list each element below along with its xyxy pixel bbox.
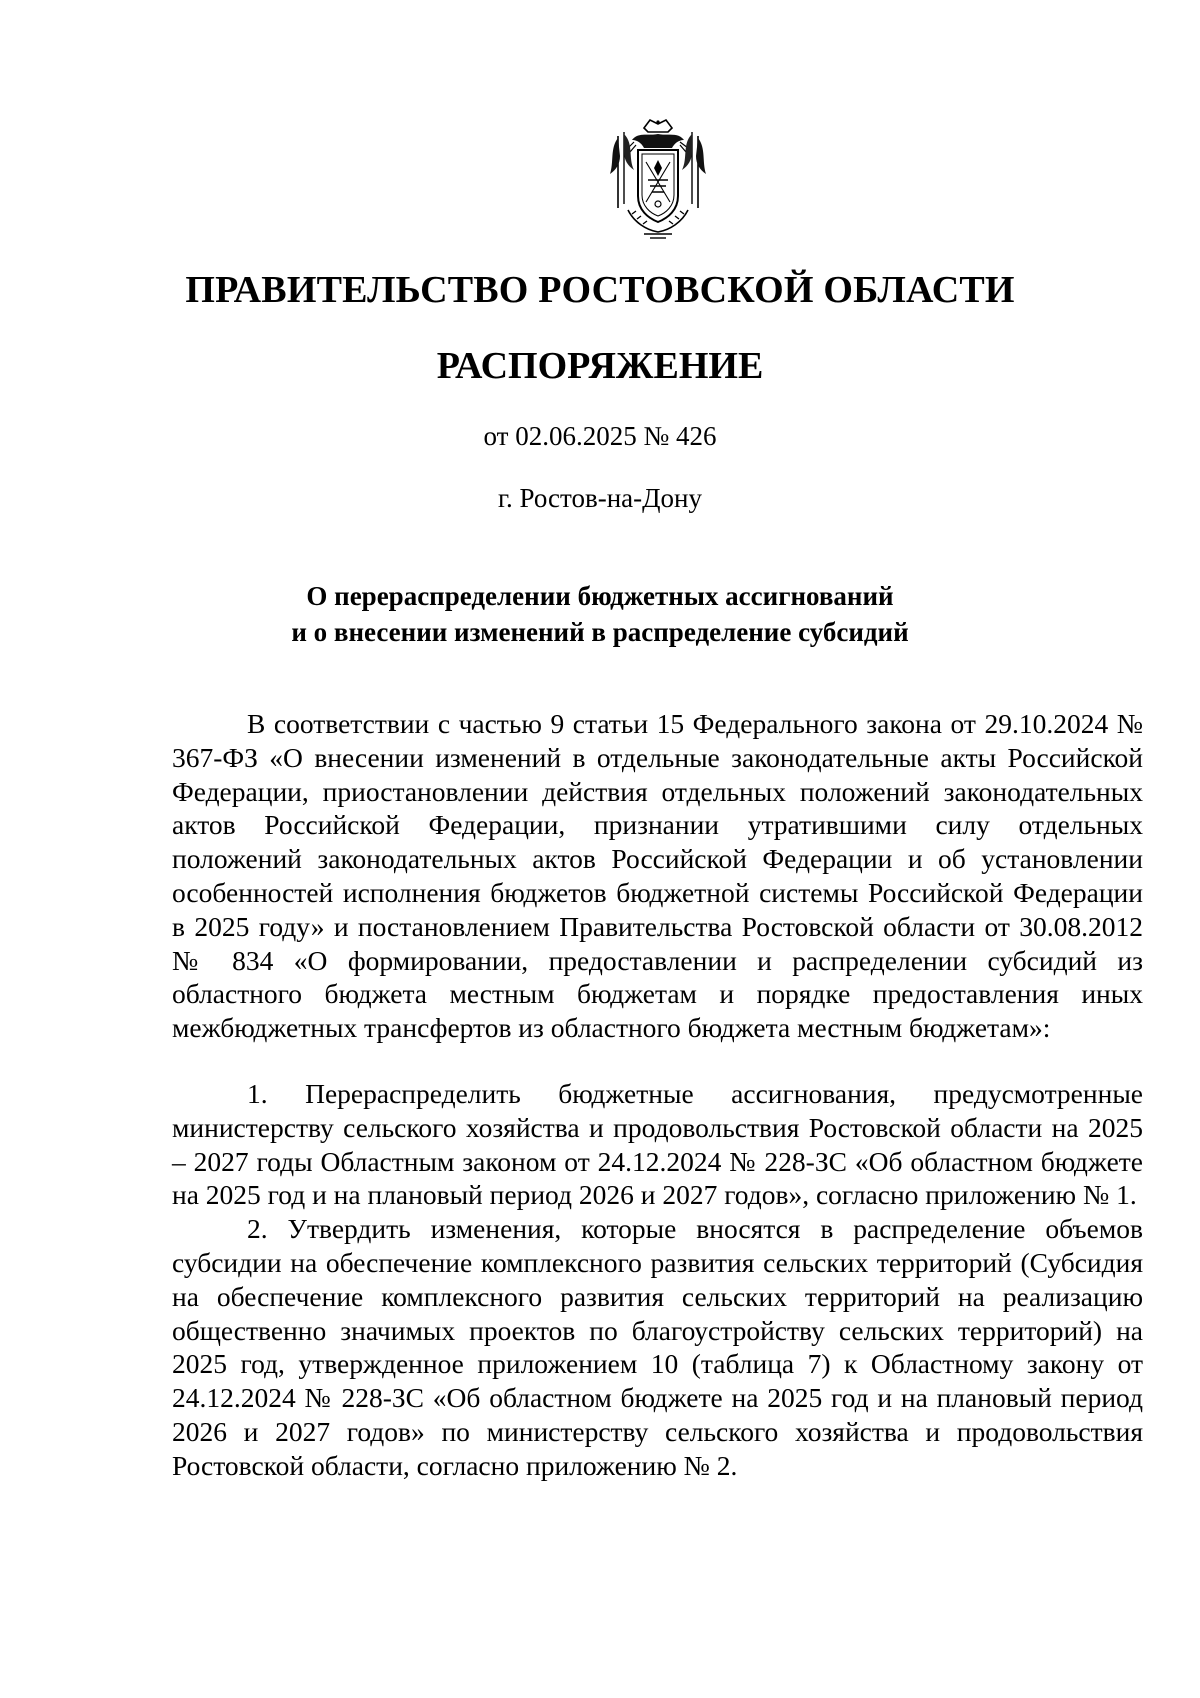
- document-body: [172, 707, 1143, 1483]
- subject-line-2: и о внесении изменений в распределение субсидий: [291, 617, 909, 647]
- document-city: г. Ростов-на-Дону: [497, 483, 702, 513]
- item-2-paragraph: 2. Утвердить изменения, которые вносятся в распределение объемов субсидии на обеспечение комплексного развития сельских территорий (Субсидия на обеспечение комплексного развития сельских территорий на реализацию общественно значимых проектов по благоустройству сельских территорий) на 2025 год, утвержденное приложением 10 (таблица 7) к Областному закону от 24.12.2024 № 228-ЗС «Об областном бюджете на 2025 год и на плановый период 2026 и 2027 годов» по министерству сельского хозяйства и продовольствия Ростовской области, согласно приложению № 2.: [172, 1213, 1143, 1481]
- organization-title: ПРАВИТЕЛЬСТВО РОСТОВСКОЙ ОБЛАСТИ: [185, 269, 1015, 311]
- subject-line-1: О перераспределении бюджетных ассигнований: [306, 581, 894, 611]
- coat-of-arms-icon: [604, 118, 712, 242]
- preamble-paragraph: В соответствии с частью 9 статьи 15 Федерального закона от 29.10.2024 № 367-ФЗ «О внесении изменений в отдельные законодательные акты Российской Федерации, приостановлении действия отдельных положений законодательных актов Российской Федерации, признании утратившими силу отдельных положений законодательных актов Российской Федерации и об установлении особенностей исполнения бюджетов бюджетной системы Российской Федерации в 2025 году» и постановлением Правительства Ростовской области от 30.08.2012 № 834 «О формировании, предоставлении и распределении субсидий из областного бюджета местным бюджетам и порядке предоставления иных межбюджетных трансфертов из областного бюджета местным бюджетам»:: [172, 708, 1143, 1044]
- document-type-heading: РАСПОРЯЖЕНИЕ: [436, 345, 764, 387]
- document-date-number: от 02.06.2025 № 426: [483, 421, 717, 451]
- item-1-paragraph: 1. Перераспределить бюджетные ассигнования, предусмотренные министерству сельского хозяйства и продовольствия Ростовской области на 2025 – 2027 годы Областным законом от 24.12.2024 № 228-ЗС «Об областном бюджете на 2025 год и на плановый период 2026 и 2027 годов», согласно приложению № 1.: [172, 1077, 1143, 1211]
- document-subject: [0, 578, 1200, 650]
